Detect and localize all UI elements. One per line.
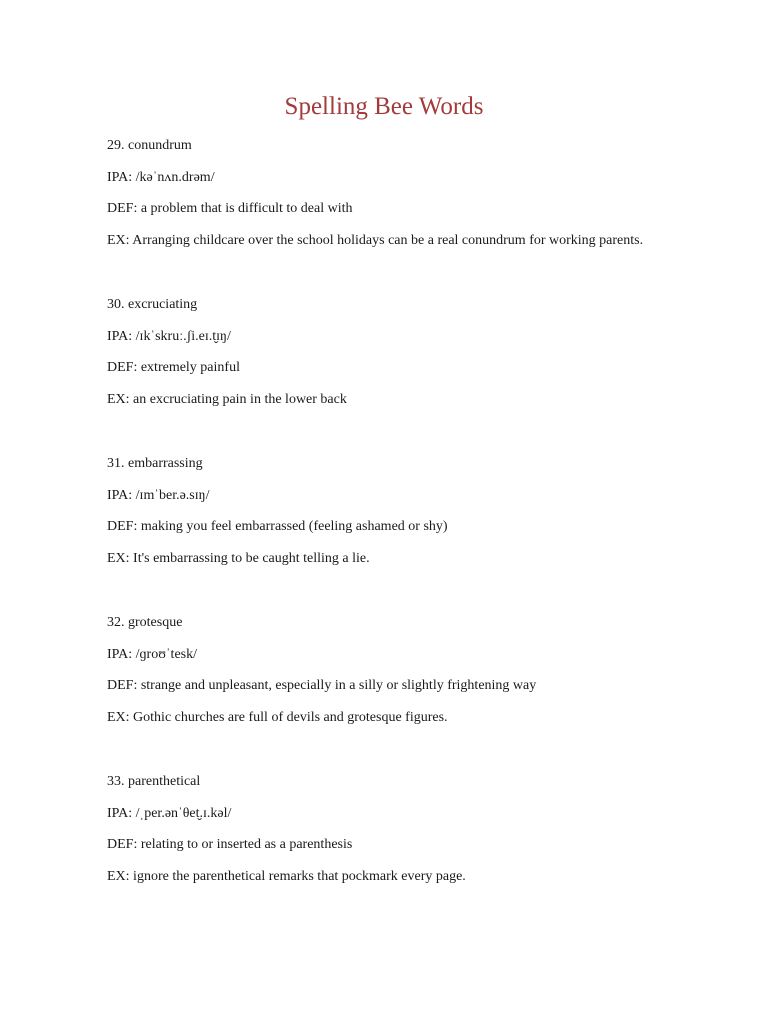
word-definition: DEF: a problem that is difficult to deal with <box>107 201 353 217</box>
word-heading: 29. conundrum <box>107 138 192 153</box>
word-ipa: IPA: /ɪmˈber.ə.sɪŋ/ <box>107 487 210 503</box>
word-entry <box>107 772 727 931</box>
word-definition: DEF: strange and unpleasant, especially in a silly or slightly frightening way <box>107 678 537 694</box>
word-example: EX: Gothic churches are full of devils and grotesque figures. <box>107 710 448 726</box>
word-example: EX: an excruciating pain in the lower back <box>107 392 347 408</box>
word-ipa: IPA: /ɪkˈskruː.ʃi.eɪ.t̬ɪŋ/ <box>107 328 231 344</box>
word-list <box>107 136 727 931</box>
word-definition: DEF: relating to or inserted as a parenthesis <box>107 837 353 853</box>
word-entry <box>107 295 727 454</box>
word-entry <box>107 613 727 772</box>
word-ipa: IPA: /ˌper.ənˈθet̬.ɪ.kəl/ <box>107 805 232 821</box>
word-ipa: IPA: /kəˈnʌn.drəm/ <box>107 169 215 185</box>
word-example: EX: Arranging childcare over the school holidays can be a real conundrum for working parents. <box>107 233 644 249</box>
word-ipa: IPA: /ɡroʊˈtesk/ <box>107 646 198 662</box>
page-title: Spelling Bee Words <box>284 93 484 120</box>
word-heading: 30. excruciating <box>107 297 198 312</box>
word-entry <box>107 454 727 613</box>
word-example: EX: ignore the parenthetical remarks that pockmark every page. <box>107 869 466 885</box>
word-definition: DEF: making you feel embarrassed (feeling ashamed or shy) <box>107 519 448 535</box>
word-example: EX: It's embarrassing to be caught telling a lie. <box>107 551 370 567</box>
word-entry <box>107 136 727 295</box>
word-heading: 33. parenthetical <box>107 774 201 789</box>
word-heading: 31. embarrassing <box>107 456 203 471</box>
word-definition: DEF: extremely painful <box>107 360 240 376</box>
word-heading: 32. grotesque <box>107 615 183 630</box>
